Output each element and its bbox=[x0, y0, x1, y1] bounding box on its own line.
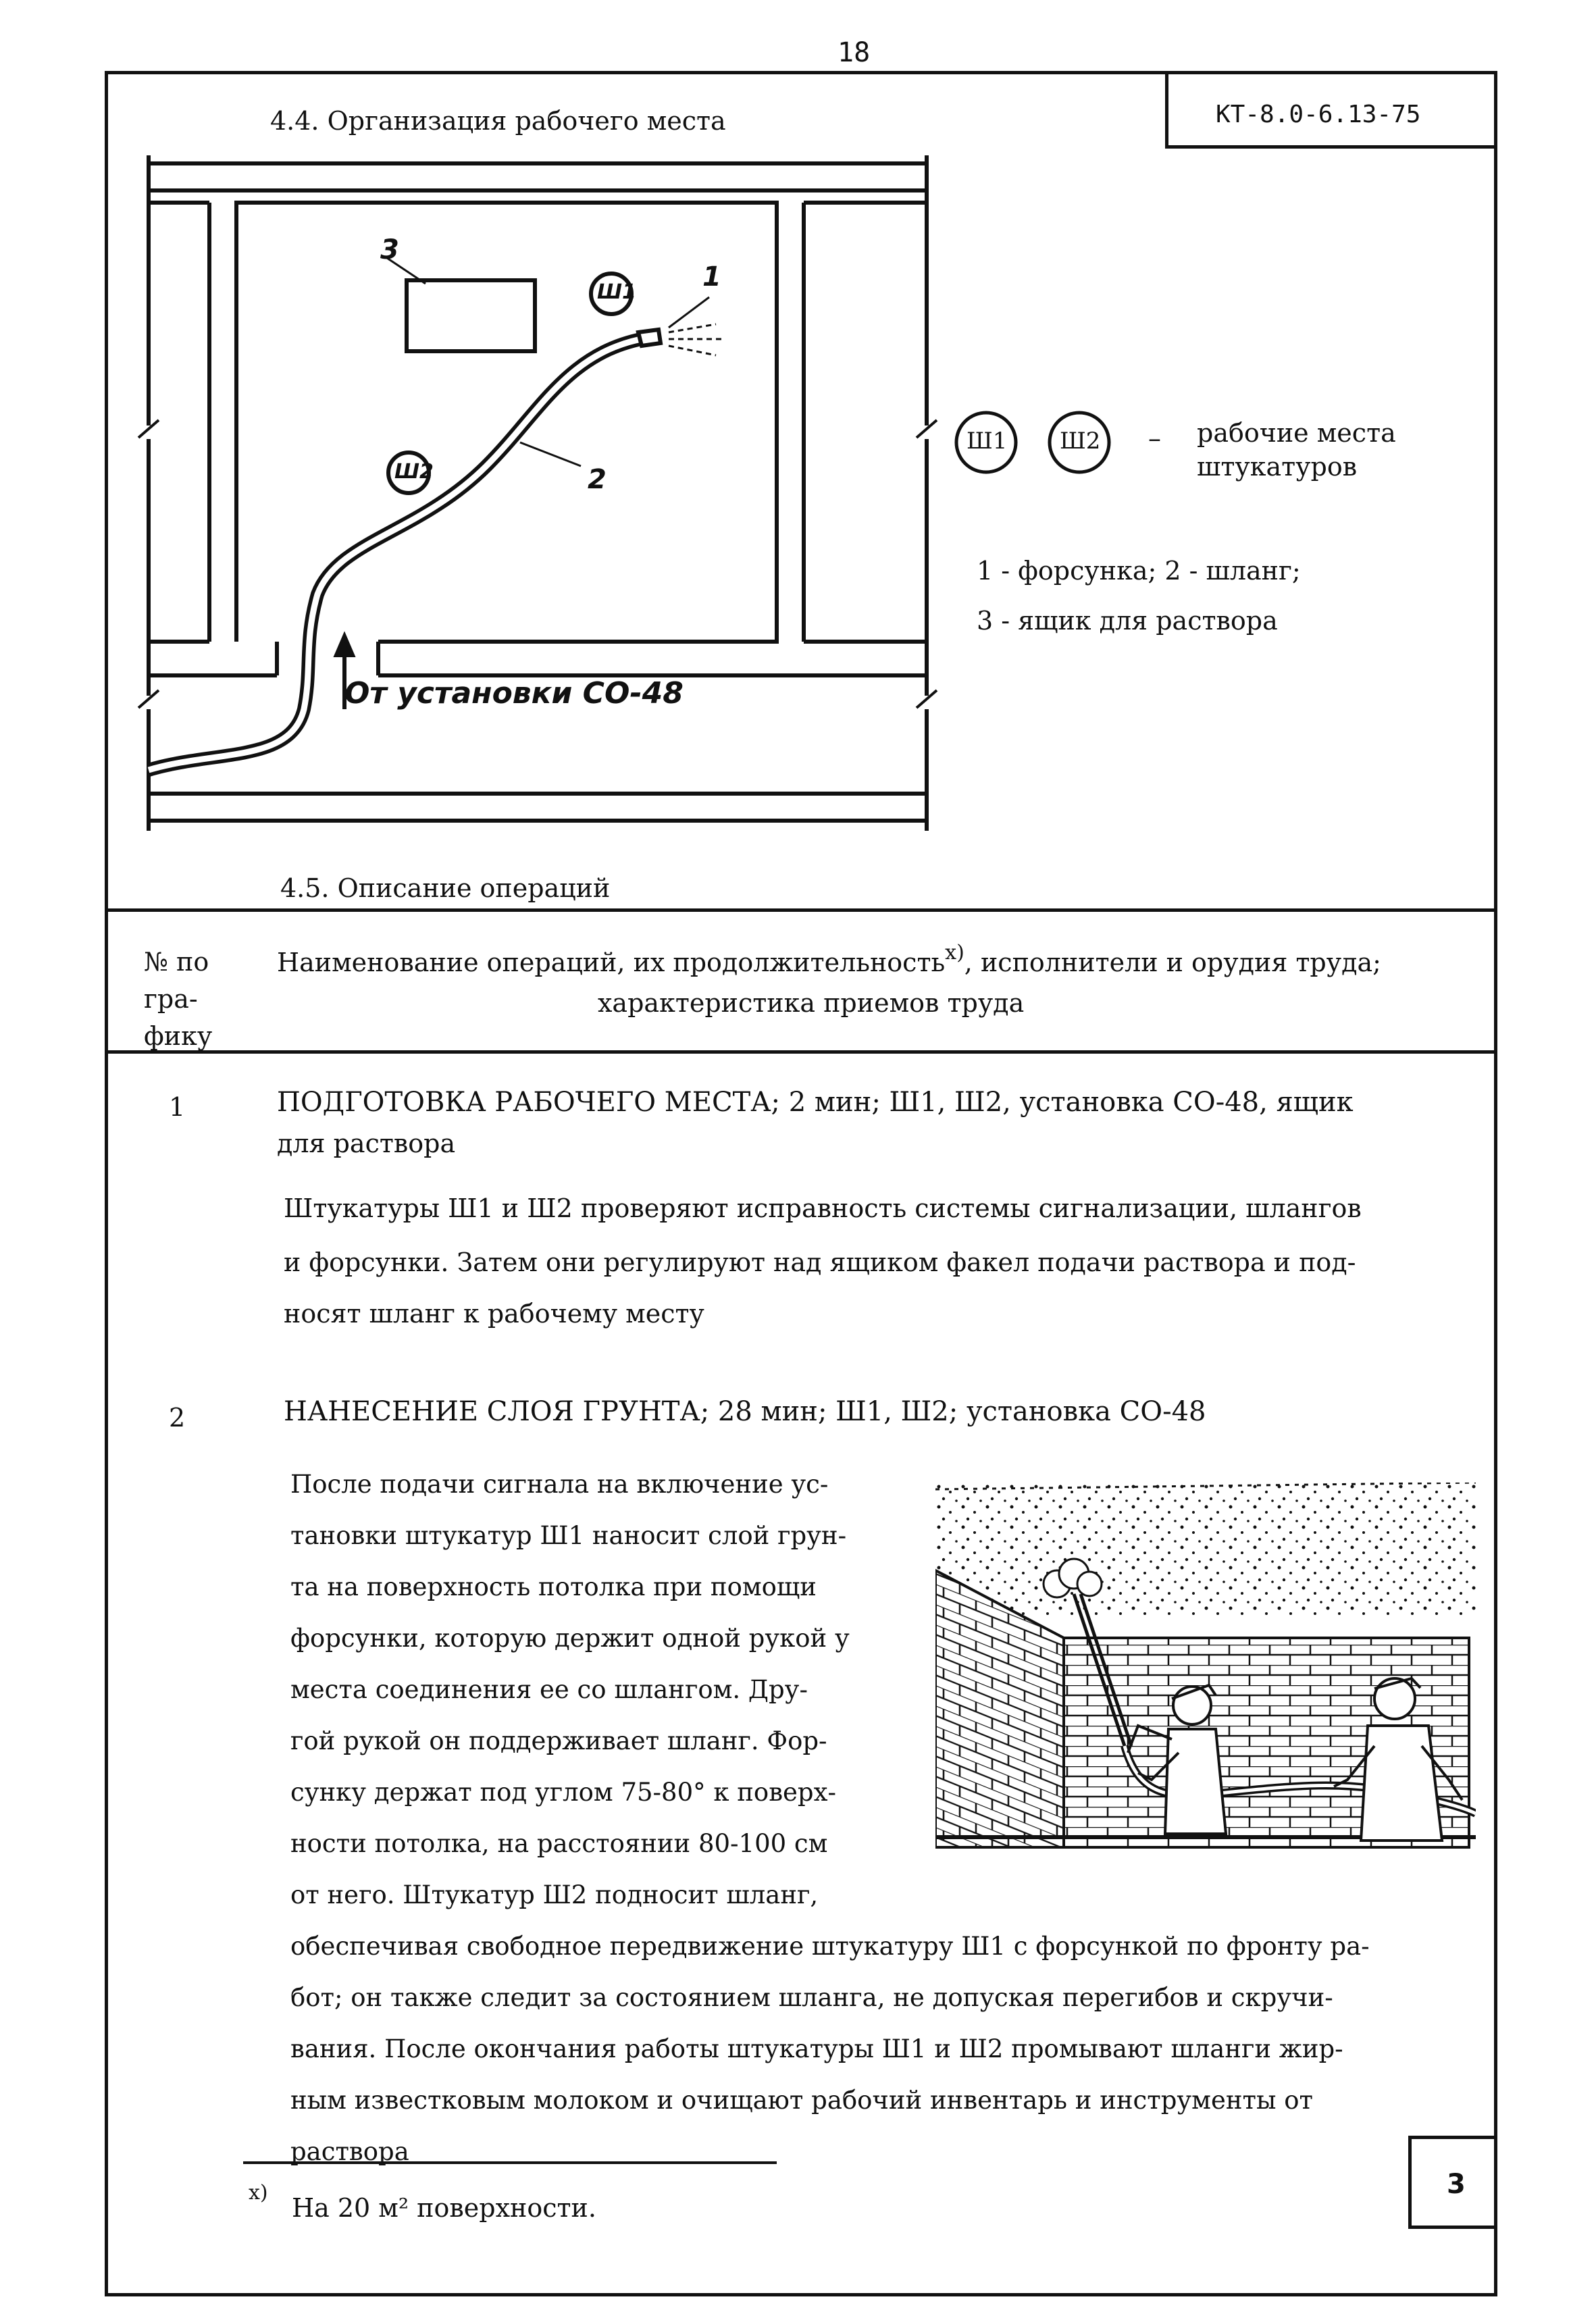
op2-line-10: обеспечивая свободное передвижение штукатуру Ш1 с форсункой по фронту ра- bbox=[290, 1932, 1370, 1961]
col2-header-line1 bbox=[277, 943, 1381, 975]
op2-number: 2 bbox=[169, 1403, 186, 1433]
legend-symbol-1: Ш1 bbox=[967, 428, 1008, 455]
op2-line-11: бот; он также следит за состоянием шланга, не допуская перегибов и скручи- bbox=[290, 1983, 1333, 2012]
col2-header-line2: характеристика приемов труда bbox=[598, 988, 1025, 1018]
section-4-4-heading: 4.4. Организация рабочего места bbox=[270, 106, 726, 136]
op1-text-line3: носят шланг к рабочему месту bbox=[284, 1299, 704, 1329]
footnote-rule bbox=[243, 2161, 777, 2164]
plan-worker-1: Ш1 bbox=[597, 280, 636, 304]
page-number: 18 bbox=[838, 37, 871, 68]
op2-line-3: та на поверхность потолка при помощи bbox=[290, 1572, 817, 1601]
table-top-rule bbox=[105, 908, 1497, 912]
op2-line-12: вания. После окончания работы штукатуры Ш1 и Ш2 промывают шланги жир- bbox=[290, 2034, 1343, 2063]
legend-workers-line2: штукатуров bbox=[1197, 452, 1358, 482]
legend-dash: – bbox=[1148, 423, 1161, 453]
footnote-ref: х) bbox=[945, 941, 964, 965]
plan-label-hose: 2 bbox=[588, 464, 607, 495]
col1-header-line2: гра- bbox=[144, 984, 198, 1014]
op2-line-4: форсунки, которую держит одной рукой у bbox=[290, 1624, 850, 1653]
op1-title-line1: ПОДГОТОВКА РАБОЧЕГО МЕСТА; 2 мин; Ш1, Ш2, установка СО-48, ящик bbox=[277, 1087, 1354, 1118]
op1-title-line2: для раствора bbox=[277, 1129, 456, 1158]
plan-label-box: 3 bbox=[380, 234, 399, 265]
op2-line-14: раствора bbox=[290, 2137, 409, 2166]
legend-workers-line1: рабочие места bbox=[1197, 418, 1396, 448]
op1-text-line1: Штукатуры Ш1 и Ш2 проверяют исправность системы сигнализации, шлангов bbox=[284, 1193, 1362, 1223]
op2-line-1: После подачи сигнала на включение ус- bbox=[290, 1470, 829, 1499]
col2-header-text: Наименование операций, их продолжительность bbox=[277, 948, 946, 977]
col1-header-line1: № по bbox=[144, 947, 209, 977]
op1-number: 1 bbox=[169, 1092, 186, 1122]
op2-title: НАНЕСЕНИЕ СЛОЯ ГРУНТА; 28 мин; Ш1, Ш2; установка СО-48 bbox=[284, 1396, 1206, 1427]
col2-header-tail: , исполнители и орудия труда; bbox=[964, 948, 1381, 977]
document-code: КТ-8.0-6.13-75 bbox=[1216, 101, 1421, 128]
col1-header-line3: фику bbox=[144, 1021, 213, 1051]
legend-items-line2: 3 - ящик для раствора bbox=[977, 606, 1278, 636]
legend-symbol-2: Ш2 bbox=[1060, 428, 1101, 455]
op2-line-8: ности потолка, на расстоянии 80-100 см bbox=[290, 1829, 828, 1858]
op2-line-5: места соединения ее со шлангом. Дру- bbox=[290, 1675, 808, 1704]
workplace-plan bbox=[135, 155, 946, 844]
sheet-number: 3 bbox=[1447, 2169, 1466, 2200]
op2-line-7: сунку держат под углом 75-80° к поверх- bbox=[290, 1778, 836, 1807]
plan-worker-2: Ш2 bbox=[394, 460, 434, 484]
footnote-mark: х) bbox=[249, 2181, 268, 2205]
op2-line-9: от него. Штукатур Ш2 подносит шланг, bbox=[290, 1880, 819, 1909]
table-header-rule bbox=[105, 1050, 1497, 1054]
plastering-illustration bbox=[935, 1483, 1476, 1861]
op2-line-13: ным известковым молоком и очищают рабочий инвентарь и инструменты от bbox=[290, 2086, 1313, 2115]
legend-items-line1: 1 - форсунка; 2 - шланг; bbox=[977, 556, 1301, 586]
footnote-text: На 20 м² поверхности. bbox=[292, 2193, 596, 2223]
op2-line-2: тановки штукатур Ш1 наносит слой грун- bbox=[290, 1521, 847, 1550]
plan-label-nozzle: 1 bbox=[702, 261, 721, 292]
plan-from-unit-label: От установки СО-48 bbox=[344, 676, 684, 711]
op2-line-6: гой рукой он поддерживает шланг. Фор- bbox=[290, 1726, 827, 1755]
section-4-5-heading: 4.5. Описание операций bbox=[280, 873, 611, 903]
op1-text-line2: и форсунки. Затем они регулируют над ящиком факел подачи раствора и под- bbox=[284, 1248, 1356, 1277]
